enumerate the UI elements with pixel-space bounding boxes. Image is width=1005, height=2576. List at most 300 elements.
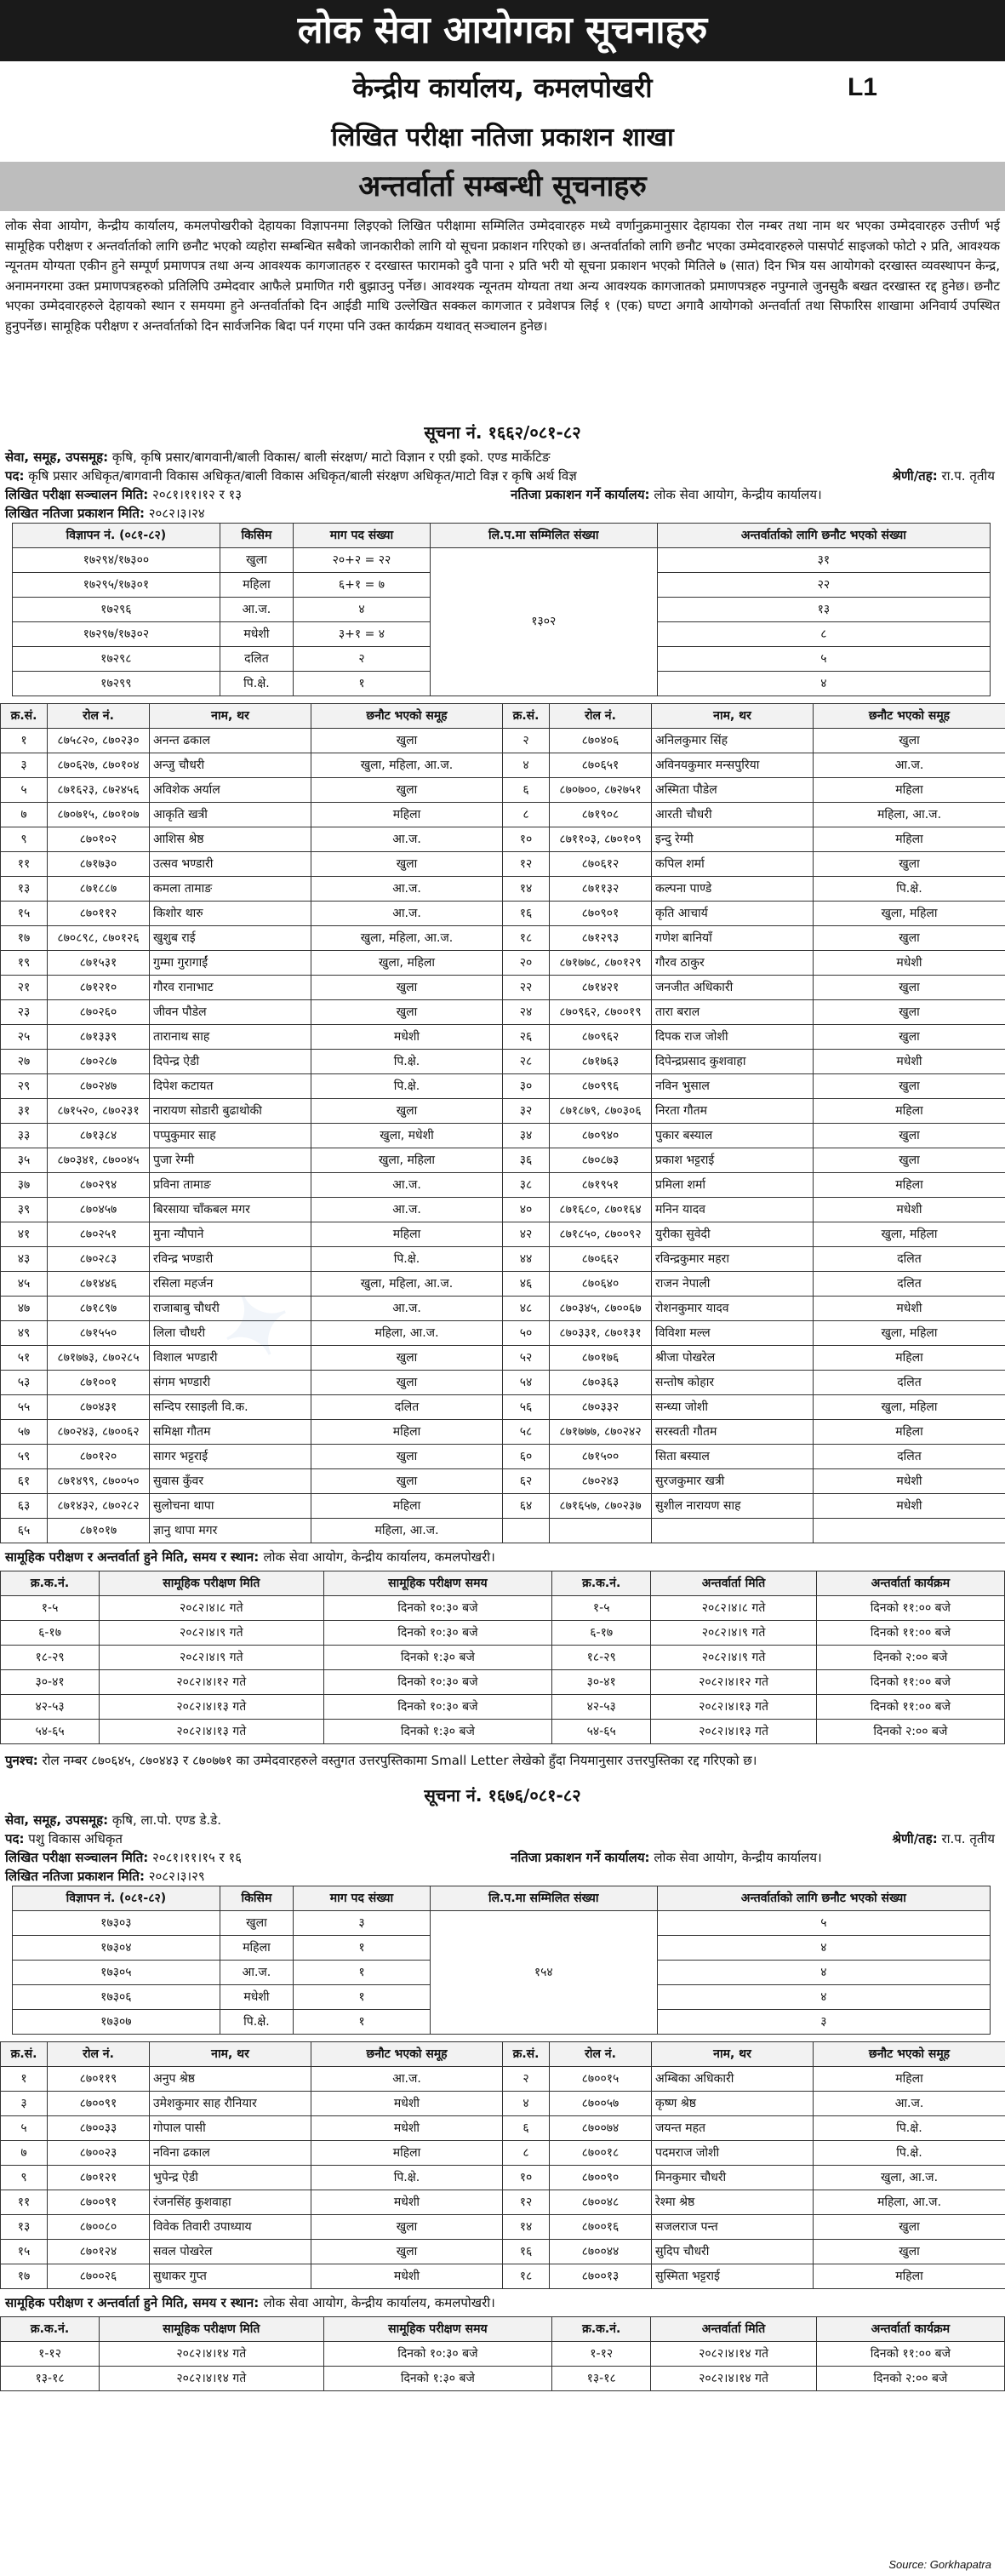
appeared-count: १५४ (430, 1911, 657, 2035)
quota-type: खुला (220, 1911, 293, 1936)
quota-header-row (13, 524, 991, 548)
schedule-cell: १-१२ (552, 2342, 651, 2367)
demand-count: २ (294, 647, 431, 672)
result-date-label: लिखित नतिजा प्रकाशन मिति: (5, 506, 145, 521)
candidate-cell: ४७ (1, 1297, 48, 1321)
candidate-cell: ८७०९४० (550, 1124, 652, 1148)
candidate-cell: सुधाकर गुप्त (150, 2264, 311, 2289)
table-row (1, 951, 1005, 976)
candidate-header-cell: छनौट भएको समूह (814, 2042, 1005, 2067)
watermark: ✦ (204, 1268, 310, 1386)
candidate-cell: सन्दिप रसाइली वि.क. (150, 1395, 311, 1420)
candidate-header-cell: रोल नं. (550, 2042, 652, 2067)
schedule-row (1, 1670, 1005, 1695)
candidate-cell: २८ (503, 1050, 550, 1074)
ad-number: १७२९४/१७३०० (13, 548, 220, 573)
schedule-cell: २०८२।४।९ गते (100, 1621, 324, 1646)
exam-date-value: २०८१।११।१५ र १६ (152, 1850, 243, 1865)
candidate-cell: लिला चौधरी (150, 1321, 311, 1346)
intro-paragraph: लोक सेवा आयोग, केन्द्रीय कार्यालय, कमलपोखरीको देहायका विज्ञापनमा लिइएको लिखित परीक्षामा सम्मिलित उम्मेदवारहरु मध्ये वर्णानुक्रमानुसार देहायका रोल नम्बर तथा नाम थर भएका उम्मेदवारहरु उत्तीर्ण भई सामूहिक परीक्षण र अन्तर्वार्ताको लागि छनौट भएको व्यहोरा सम्बन्धित सबैको जानकारीको लागि यो सूचना प्रकाशन गरिएको छ। अन्तर्वार्ताको लागि छनौट भएका उम्मेदवारहरुले पासपोर्ट साइजको फोटो २ प्रति, आवश्यक न्यूनतम योग्यता एकीन हुने सम्पूर्ण प्रमाणपत्र तथा अन्य आवश्यक कागजातहरु र दरखास्त फारामको दुवै पाना २ प्रति भरी यो सूचना प्रकाशन भएको मितिले ७ (सात) दिन भित्र यस आयोगको दरखास्त व्यवस्थापन केन्द्र, अनामनगरमा उक्त प्रमाणपत्रहरुको प्रतिलिपि उम्मेदवार आफैले प्रमाणित गरी बुझाउनु पर्नेछ। आवश्यक न्यूनतम योग्यता तथा अन्य आवश्यक कागजातको प्रमाणपत्रहरु नपुग्नाले जुनसुकै बखत दरखास्त रद्द हुनेछ। छनौट भएका उम्मेदवारहरुले देहायको स्थान र समयमा हुने अन्तर्वार्ताको दिन आईडी माथि उल्लेखित सक्कल कागजात र प्रवेशपत्र लिई १ (एक) घण्टा अगावै आयोगको अन्तर्वार्ता तथा सिफारिस शाखामा अनिवार्य उपस्थित हुनुपर्नेछ। सामूहिक परीक्षण र अन्तर्वार्ताको दिन सार्वजनिक बिदा पर्न गएमा पनि उक्त कार्यक्रम यथावत् सञ्चालन हुनेछ। (5, 218, 1000, 334)
schedule-cell: दिनको १०:३० बजे (323, 1596, 552, 1621)
demand-count: ३+१ = ४ (294, 622, 431, 647)
schedule-header-cell: सामूहिक परीक्षण मिति (100, 2317, 324, 2342)
level-label: श्रेणी/तह: (892, 468, 938, 484)
candidate-cell: ३ (1, 753, 48, 778)
candidate-cell: ८७०१२१ (48, 2166, 150, 2190)
quota-header-cell: अन्तर्वार्ताको लागि छनौट भएको संख्या (657, 1886, 990, 1911)
candidate-cell: १३ (1, 2215, 48, 2240)
candidate-cell: ८७१४३२, ८७०२८२ (48, 1494, 150, 1519)
candidate-cell: ३८ (503, 1173, 550, 1198)
candidate-cell: ४ (503, 2092, 550, 2116)
schedule-cell: १-५ (552, 1596, 651, 1621)
candidate-cell: खुला (311, 2215, 503, 2240)
quota-header-cell: अन्तर्वार्ताको लागि छनौट भएको संख्या (657, 524, 990, 548)
service-line (0, 448, 1005, 467)
candidate-cell: ८७०६६२ (550, 1247, 652, 1272)
candidate-cell: सुदिप चौधरी (652, 2240, 814, 2264)
candidate-cell: ८७१००१ (48, 1371, 150, 1395)
schedule-cell: २०८२।४।९ गते (651, 1621, 817, 1646)
candidate-cell: २७ (1, 1050, 48, 1074)
candidate-cell: आ.ज. (311, 902, 503, 926)
candidate-cell: युरीका सुवेदी (652, 1222, 814, 1247)
schedule-cell: १८-२९ (1, 1646, 100, 1670)
schedule-cell: ६-१७ (1, 1621, 100, 1646)
candidate-cell: खुला (311, 2240, 503, 2264)
candidate-header-cell: क्र.सं. (503, 704, 550, 729)
candidate-cell: महिला (311, 1420, 503, 1445)
candidate-cell: ८७१५५० (48, 1321, 150, 1346)
schedule-cell: ६-१७ (552, 1621, 651, 1646)
table-row (1, 1297, 1005, 1321)
schedule-table (0, 1571, 1005, 1744)
candidate-cell: महिला, आ.ज. (311, 1321, 503, 1346)
candidate-cell: दलित (814, 1445, 1005, 1469)
candidate-cell: तारानाथ साह (150, 1025, 311, 1050)
candidate-cell: १३ (1, 877, 48, 902)
candidate-cell: सवल पोखरेल (150, 2240, 311, 2264)
candidate-cell: १२ (503, 2190, 550, 2215)
table-row (1, 1469, 1005, 1494)
demand-count: १ (294, 1961, 431, 1985)
candidate-cell: ८७०४५७ (48, 1198, 150, 1222)
candidate-header-cell: क्र.सं. (1, 704, 48, 729)
candidate-header-cell: छनौट भएको समूह (311, 2042, 503, 2067)
candidate-cell: ८७०२५१ (48, 1222, 150, 1247)
table-row (1, 2116, 1005, 2141)
schedule-cell: ४२-५३ (552, 1695, 651, 1720)
schedule-row (1, 2342, 1005, 2367)
branch-heading: लिखित परीक्षा नतिजा प्रकाशन शाखा (331, 123, 674, 152)
candidate-cell: मधेशी (311, 2264, 503, 2289)
candidate-cell: आ.ज. (814, 2092, 1005, 2116)
result-date-label: लिखित नतिजा प्रकाशन मिति: (5, 1869, 145, 1884)
candidate-cell: ८७०३३१, ८७०१३१ (550, 1321, 652, 1346)
level-value: रा.प. तृतीय (941, 1831, 995, 1846)
level (892, 467, 995, 485)
selected-count: २२ (657, 573, 990, 598)
quota-type: महिला (220, 573, 293, 598)
candidate-header-cell: नाम, थर (150, 704, 311, 729)
candidate-cell: ८७१४९९, ८७००५० (48, 1469, 150, 1494)
candidate-cell: खुशुब राई (150, 926, 311, 951)
post-value: कृषि प्रसार अधिकृत/बागवानी विकास अधिकृत/बाली विकास अधिकृत/बाली संरक्षण अधिकृत/माटो विज्ञ र कृषि अर्थ विज्ञ (28, 468, 577, 484)
candidate-cell: १४ (503, 877, 550, 902)
candidate-cell: खुला (814, 852, 1005, 877)
service-label: सेवा, समूह, उपसमूह: (5, 449, 109, 465)
candidate-cell: आ.ज. (311, 877, 503, 902)
candidate-cell: खुला (311, 1371, 503, 1395)
candidate-cell: प्रकाश भट्टराई (652, 1148, 814, 1173)
candidate-cell: ९ (1, 827, 48, 852)
candidate-cell: खुला, महिला (814, 1321, 1005, 1346)
candidate-cell: महिला, आ.ज. (814, 803, 1005, 827)
ad-number: १७३०३ (13, 1911, 220, 1936)
candidate-cell: रविन्द्रकुमार महरा (652, 1247, 814, 1272)
selected-count: ५ (657, 1911, 990, 1936)
table-row (1, 1000, 1005, 1025)
quota-type: खुला (220, 548, 293, 573)
candidate-cell (550, 1519, 652, 1543)
quota-row (13, 548, 991, 573)
candidate-cell: १५ (1, 902, 48, 926)
candidate-cell: ८७०३४५, ८७००६७ (550, 1297, 652, 1321)
candidate-cell: मधेशी (814, 1297, 1005, 1321)
candidate-cell: ४१ (1, 1222, 48, 1247)
table-row (1, 2190, 1005, 2215)
demand-count: ४ (294, 598, 431, 622)
publisher (511, 1848, 822, 1867)
candidate-cell: सन्ध्या जोशी (652, 1395, 814, 1420)
candidate-cell: ८७०११२ (48, 902, 150, 926)
candidate-cell: मधेशी (814, 1469, 1005, 1494)
table-row (1, 1371, 1005, 1395)
candidate-cell: ३९ (1, 1198, 48, 1222)
table-row (1, 1346, 1005, 1371)
note (0, 1744, 1005, 1780)
candidate-cell: अविशेक अर्याल (150, 778, 311, 803)
table-row (1, 1099, 1005, 1124)
candidate-cell: ८७०११९ (48, 2067, 150, 2092)
table-row (1, 1519, 1005, 1543)
demand-count: ३ (294, 1911, 431, 1936)
schedule-row (1, 1596, 1005, 1621)
candidate-header-cell: नाम, थर (652, 704, 814, 729)
candidate-cell: ५७ (1, 1420, 48, 1445)
demand-count: ६+१ = ७ (294, 573, 431, 598)
schedule-cell: २०८२।४।९ गते (100, 1646, 324, 1670)
candidate-cell: मुना न्यौपाने (150, 1222, 311, 1247)
candidate-cell: ८७१६५७, ८७०२३७ (550, 1494, 652, 1519)
candidate-cell: ८७००९० (550, 2166, 652, 2190)
candidate-cell: सुवास कुँवर (150, 1469, 311, 1494)
candidate-cell: मधेशी (814, 1494, 1005, 1519)
candidate-cell: आ.ज. (311, 1297, 503, 1321)
candidate-cell: ८७००१८ (550, 2141, 652, 2166)
quota-header-cell: लि.प.मा सम्मिलित संख्या (430, 1886, 657, 1911)
table-row (1, 926, 1005, 951)
table-row (1, 2215, 1005, 2240)
candidate-cell: पदमराज जोशी (652, 2141, 814, 2166)
candidate-cell: ८७००४४ (550, 2240, 652, 2264)
candidate-table (0, 703, 1005, 1543)
candidate-cell: विविशा मल्ल (652, 1321, 814, 1346)
candidate-cell: ८७१५२०, ८७०२३१ (48, 1099, 150, 1124)
quota-type: आ.ज. (220, 1961, 293, 1985)
schedule-cell: २०८२।४।१३ गते (100, 1695, 324, 1720)
candidate-cell: ६० (503, 1445, 550, 1469)
table-row (1, 1247, 1005, 1272)
candidate-cell: दलित (814, 1247, 1005, 1272)
candidate-cell: खुला (311, 976, 503, 1000)
table-row (1, 1445, 1005, 1469)
candidate-cell: खुला (814, 729, 1005, 753)
publisher-label: नतिजा प्रकाशन गर्ने कार्यालय: (511, 1850, 650, 1865)
schedule-cell: दिनको ११:०० बजे (816, 1596, 1004, 1621)
candidate-header-cell: क्र.सं. (1, 2042, 48, 2067)
candidate-header-cell: छनौट भएको समूह (814, 704, 1005, 729)
schedule-cell: दिनको १:३० बजे (323, 1720, 552, 1744)
candidate-cell: महिला, आ.ज. (311, 1519, 503, 1543)
candidate-cell: ८७००१५ (550, 2067, 652, 2092)
schedule-header-row (1, 2317, 1005, 2342)
candidate-cell: पि.क्षे. (311, 2166, 503, 2190)
result-date-value: २०८२।३।२९ (148, 1869, 205, 1884)
candidate-cell: ५८ (503, 1420, 550, 1445)
candidate-cell: सजलराज पन्त (652, 2215, 814, 2240)
candidate-cell: ४८ (503, 1297, 550, 1321)
level-label: श्रेणी/तह: (892, 1831, 938, 1846)
candidate-cell: खुला (311, 729, 503, 753)
ad-number: १७२९९ (13, 672, 220, 696)
candidate-cell: ६५ (1, 1519, 48, 1543)
candidate-cell: ३७ (1, 1173, 48, 1198)
schedule-header-cell: क्र.क.नं. (552, 2317, 651, 2342)
candidate-cell: महिला (311, 803, 503, 827)
candidate-cell: महिला (814, 1420, 1005, 1445)
post-line (0, 467, 1005, 485)
candidate-cell: मधेशी (311, 2116, 503, 2141)
selected-count: १३ (657, 598, 990, 622)
schedule-cell: दिनको १:३० बजे (323, 1646, 552, 1670)
candidate-cell: गौरव रानाभाट (150, 976, 311, 1000)
candidate-cell: ८७१५३१ (48, 951, 150, 976)
candidate-cell: आ.ज. (311, 827, 503, 852)
candidate-cell: सुस्मिता भट्टराई (652, 2264, 814, 2289)
candidate-cell: २६ (503, 1025, 550, 1050)
candidate-cell: २३ (1, 1000, 48, 1025)
candidate-header-cell: नाम, थर (150, 2042, 311, 2067)
candidate-cell: सिता बस्याल (652, 1445, 814, 1469)
candidate-cell: इन्दु रेग्मी (652, 827, 814, 852)
schedule-header-cell: सामूहिक परीक्षण मिति (100, 1571, 324, 1596)
candidate-cell: मनिन यादव (652, 1198, 814, 1222)
candidate-cell: ८७०३४१, ८७००४५ (48, 1148, 150, 1173)
candidate-cell: अविनयकुमार मन्सपुरिया (652, 753, 814, 778)
candidate-cell: खुला (311, 1346, 503, 1371)
candidate-cell: १ (1, 729, 48, 753)
schedule-cell: ५४-६५ (1, 1720, 100, 1744)
table-row (1, 1148, 1005, 1173)
quota-row (13, 1911, 991, 1936)
candidate-cell: ८७१६२३, ८७२४५६ (48, 778, 150, 803)
candidate-cell: खुला, आ.ज. (814, 2166, 1005, 2190)
candidate-cell: ५२ (503, 1346, 550, 1371)
candidate-cell: महिला (814, 2067, 1005, 2092)
candidate-cell: खुला (311, 1000, 503, 1025)
demand-count: १ (294, 1936, 431, 1961)
selected-count: ४ (657, 1936, 990, 1961)
candidate-cell: अन्जु चौधरी (150, 753, 311, 778)
schedule-cell: दिनको ११:०० बजे (816, 1695, 1004, 1720)
ad-number: १७२९५/१७३०१ (13, 573, 220, 598)
candidate-cell: ५१ (1, 1346, 48, 1371)
candidate-cell: ८७०९६२, ८७००१९ (550, 1000, 652, 1025)
publisher-label: नतिजा प्रकाशन गर्ने कार्यालय: (511, 487, 650, 502)
candidate-cell: संगम भण्डारी (150, 1371, 311, 1395)
section-heading: अन्तर्वार्ता सम्बन्धी सूचनाहरु (0, 162, 1005, 211)
note-label: पुनश्च: (5, 1753, 38, 1768)
result-date-line (0, 1867, 1005, 1886)
candidate-cell: ९ (1, 2166, 48, 2190)
quota-header-cell: विज्ञापन नं. (०८१-८२) (13, 1886, 220, 1911)
candidate-cell: विशाल भण्डारी (150, 1346, 311, 1371)
schedule-cell: १-५ (1, 1596, 100, 1621)
table-row (1, 852, 1005, 877)
ad-number: १७३०७ (13, 2010, 220, 2035)
candidate-cell: ८ (503, 803, 550, 827)
candidate-cell: ३० (503, 1074, 550, 1099)
candidate-cell: २ (503, 729, 550, 753)
schedule-cell: दिनको ११:०० बजे (816, 2342, 1004, 2367)
schedule-cell: १८-२९ (552, 1646, 651, 1670)
candidate-cell: विवेक तिवारी उपाध्याय (150, 2215, 311, 2240)
demand-count: १ (294, 1985, 431, 2010)
candidate-cell: आशिस श्रेष्ठ (150, 827, 311, 852)
candidate-cell: पि.क्षे. (311, 1247, 503, 1272)
notice-title: सूचना नं. १६६२/०८१-८२ (424, 422, 581, 443)
candidate-header-cell: छनौट भएको समूह (311, 704, 503, 729)
table-row (1, 827, 1005, 852)
candidate-cell: पि.क्षे. (814, 877, 1005, 902)
candidate-cell: १८ (503, 926, 550, 951)
table-row (1, 1222, 1005, 1247)
candidate-cell: ३४ (503, 1124, 550, 1148)
candidate-cell: ८७०८७३ (550, 1148, 652, 1173)
selected-count: ४ (657, 672, 990, 696)
table-row (1, 2067, 1005, 2092)
service-value: कृषि, कृषि प्रसार/बागवानी/बाली विकास/ बाली संरक्षण/ माटो विज्ञान र एग्री इको. एण्ड मार्केटिङ (111, 449, 551, 465)
candidate-cell: दिपक राज जोशी (652, 1025, 814, 1050)
schedule-header-cell: अन्तर्वार्ता कार्यक्रम (816, 2317, 1004, 2342)
candidate-cell: ५० (503, 1321, 550, 1346)
candidate-cell: खुला (311, 852, 503, 877)
candidate-cell: खुला (814, 2240, 1005, 2264)
table-row (1, 1272, 1005, 1297)
candidate-cell: खुला (814, 1148, 1005, 1173)
service-label: सेवा, समूह, उपसमूह: (5, 1812, 109, 1828)
candidate-cell: ८७०२८७ (48, 1050, 150, 1074)
candidate-cell: रेश्मा श्रेष्ठ (652, 2190, 814, 2215)
candidate-cell: आ.ज. (311, 1198, 503, 1222)
candidate-cell: आकृति खत्री (150, 803, 311, 827)
candidate-cell: ८७०४०६ (550, 729, 652, 753)
candidate-cell: ८७०३३२ (550, 1395, 652, 1420)
publisher (511, 485, 822, 504)
demand-count: १ (294, 2010, 431, 2035)
service-value: कृषि, ला.पो. एण्ड डे.डे. (111, 1812, 222, 1828)
schedule-header-cell: सामूहिक परीक्षण समय (323, 2317, 552, 2342)
candidate-cell: अस्मिता पौडेल (652, 778, 814, 803)
quota-type: मधेशी (220, 622, 293, 647)
candidate-cell: ४४ (503, 1247, 550, 1272)
candidate-cell: पि.क्षे. (311, 1074, 503, 1099)
candidate-cell: ८७१९५१ (550, 1173, 652, 1198)
page-code: L1 (847, 73, 877, 101)
ad-number: १७३०६ (13, 1985, 220, 2010)
candidate-cell: ३२ (503, 1099, 550, 1124)
candidate-cell: दिपेश कटायत (150, 1074, 311, 1099)
candidate-cell: ४३ (1, 1247, 48, 1272)
notice-title: सूचना नं. १६७६/०८१-८२ (424, 1785, 581, 1806)
candidate-cell: निरता गौतम (652, 1099, 814, 1124)
exam-date-value: २०८१।११।१२ र १३ (152, 487, 243, 502)
candidate-header-row (1, 704, 1005, 729)
office-name: केन्द्रीय कार्यालय, कमलपोखरी (352, 72, 653, 104)
candidate-cell: १४ (503, 2215, 550, 2240)
candidate-cell: ८७०९६२ (550, 1025, 652, 1050)
candidate-cell: महिला (311, 2141, 503, 2166)
candidate-header-cell: रोल नं. (550, 704, 652, 729)
candidate-cell: मधेशी (814, 951, 1005, 976)
office-heading (0, 61, 1005, 114)
candidate-cell: ८७१७७८, ८७०१२९ (550, 951, 652, 976)
table-row (1, 803, 1005, 827)
candidate-cell: ८७१६८०, ८७०१६४ (550, 1198, 652, 1222)
candidate-cell: जनजीत अधिकारी (652, 976, 814, 1000)
candidate-cell: दलित (814, 1272, 1005, 1297)
candidate-cell: ८७००४८ (550, 2190, 652, 2215)
candidate-cell: ८७०२८३ (48, 1247, 150, 1272)
schedule-cell: दिनको १०:३० बजे (323, 1621, 552, 1646)
candidate-cell: १ (1, 2067, 48, 2092)
candidate-cell: २४ (503, 1000, 550, 1025)
candidate-cell: ४० (503, 1198, 550, 1222)
candidate-cell: ८७०२४३, ८७००६२ (48, 1420, 150, 1445)
demand-count: १ (294, 672, 431, 696)
candidate-cell: खुला, महिला (814, 1222, 1005, 1247)
schedule-cell: दिनको २:०० बजे (816, 1646, 1004, 1670)
candidate-cell: मधेशी (814, 1050, 1005, 1074)
table-row (1, 2264, 1005, 2289)
schedule-cell: दिनको ११:०० बजे (816, 1670, 1004, 1695)
candidate-cell: १६ (503, 902, 550, 926)
table-row (1, 2092, 1005, 2116)
candidate-cell: ६२ (503, 1469, 550, 1494)
candidate-cell: ८७१३८४ (48, 1124, 150, 1148)
candidate-cell: समिक्षा गौतम (150, 1420, 311, 1445)
candidate-cell: १० (503, 2166, 550, 2190)
candidate-cell: गोपाल पासी (150, 2116, 311, 2141)
candidate-cell: पुकार बस्याल (652, 1124, 814, 1148)
candidate-cell: ३३ (1, 1124, 48, 1148)
candidate-cell: ८७०२९४ (48, 1173, 150, 1198)
candidate-cell: ८७१८८७ (48, 877, 150, 902)
quota-header-cell: किसिम (220, 1886, 293, 1911)
table-row (1, 1494, 1005, 1519)
candidate-cell: १२ (503, 852, 550, 877)
